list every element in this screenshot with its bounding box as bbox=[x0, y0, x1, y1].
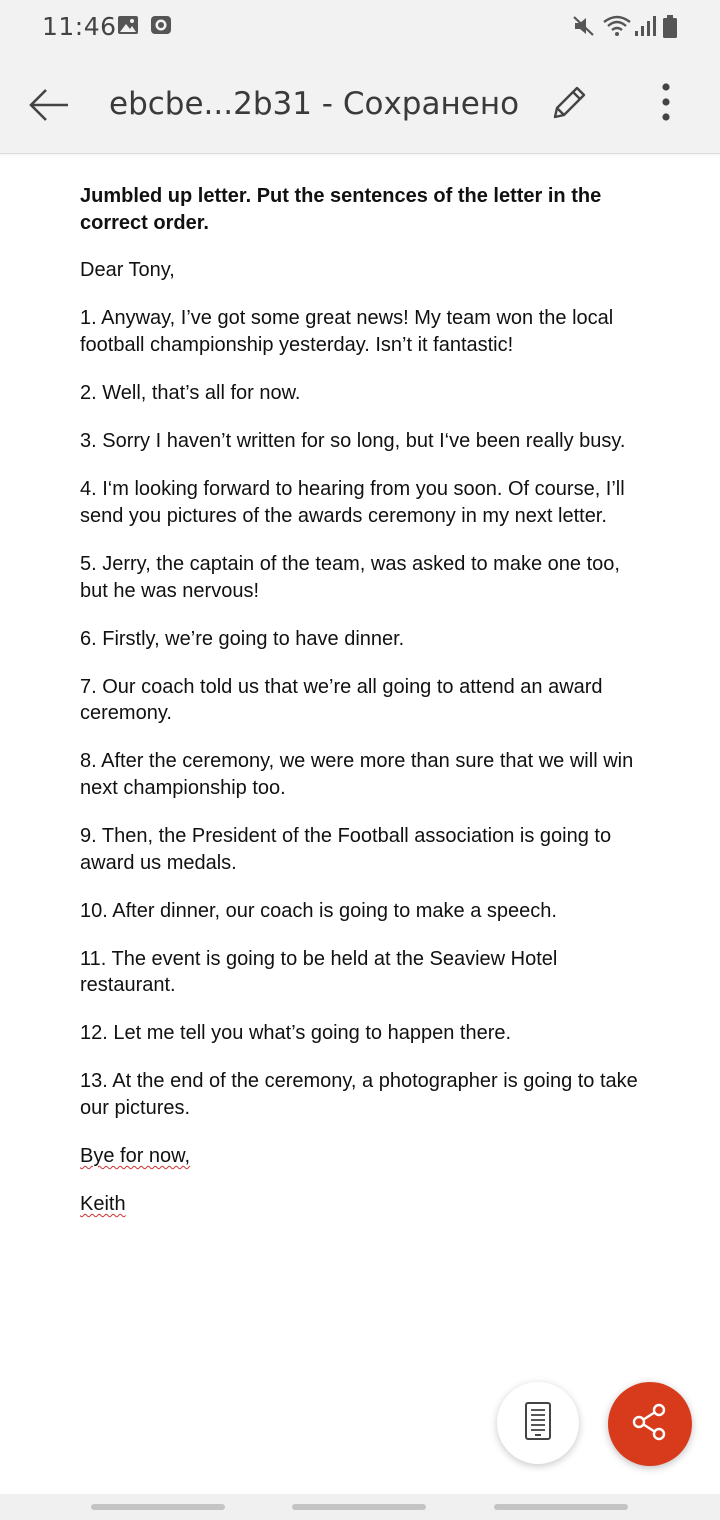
battery-icon bbox=[662, 14, 678, 45]
sentence-item: 4. I‘m looking forward to hearing from you soon. Of course, I’ll send you pictures of the awards ceremony in my next letter. bbox=[80, 478, 625, 527]
sentence-item: 2. Well, that’s all for now. bbox=[80, 382, 301, 405]
letter-closing: Bye for now, bbox=[80, 1145, 191, 1168]
arrow-left-icon[interactable] bbox=[26, 82, 72, 128]
letter-closing-line bbox=[80, 1143, 645, 1170]
mobile-view-icon bbox=[523, 1401, 553, 1446]
document-heading: Jumbled up letter. Put the sentences of the letter in the correct order. bbox=[80, 185, 602, 234]
mute-icon bbox=[572, 14, 596, 43]
signal-icon bbox=[634, 14, 656, 43]
document-title: ebcbe...2b31 - Сохранено bbox=[109, 86, 520, 122]
sentence-item: 6. Firstly, we’re going to have dinner. bbox=[80, 627, 405, 650]
clock-app-icon bbox=[150, 14, 172, 41]
pencil-icon[interactable] bbox=[546, 82, 590, 126]
letter-signature: Keith bbox=[80, 1193, 126, 1216]
mobile-view-button[interactable] bbox=[497, 1382, 579, 1464]
more-vertical-icon[interactable] bbox=[650, 82, 682, 126]
wifi-icon bbox=[602, 14, 632, 43]
sentence-item: 8. After the ceremony, we were more than sure that we will win next championship too. bbox=[80, 750, 634, 799]
document-body bbox=[80, 183, 645, 1239]
sentence-item: 7. Our coach told us that we’re all going to attend an award ceremony. bbox=[80, 675, 603, 725]
nav-recents-pill[interactable] bbox=[91, 1504, 225, 1510]
image-icon bbox=[117, 14, 139, 41]
nav-home-pill[interactable] bbox=[292, 1504, 426, 1510]
sentence-item: 13. At the end of the ceremony, a photographer is going to take our pictures. bbox=[80, 1070, 638, 1120]
share-button[interactable] bbox=[608, 1382, 692, 1466]
share-icon bbox=[630, 1402, 670, 1447]
sentence-item: 5. Jerry, the captain of the team, was asked to make one too, but he was nervous! bbox=[80, 552, 620, 602]
sentence-item: 11. The event is going to be held at the Seaview Hotel restaurant. bbox=[80, 947, 558, 997]
status-bar bbox=[0, 0, 720, 56]
sentence-item: 9. Then, the President of the Football association is going to award us medals. bbox=[80, 824, 612, 874]
letter-signature-line bbox=[80, 1191, 645, 1218]
nav-back-pill[interactable] bbox=[494, 1504, 628, 1510]
sentence-item: 12. Let me tell you what’s going to happen there. bbox=[80, 1022, 512, 1045]
letter-greeting: Dear Tony, bbox=[80, 259, 175, 282]
system-nav-bar bbox=[0, 1494, 720, 1520]
sentence-item: 10. After dinner, our coach is going to make a speech. bbox=[80, 899, 557, 922]
sentence-item: 1. Anyway, I’ve got some great news! My team won the local football championship yesterday. Isn’t it fantastic! bbox=[80, 307, 614, 357]
status-time: 11:46 bbox=[42, 12, 117, 41]
app-bar bbox=[0, 56, 720, 154]
sentence-item: 3. Sorry I haven’t written for so long, but I‘ve been really busy. bbox=[80, 430, 626, 453]
